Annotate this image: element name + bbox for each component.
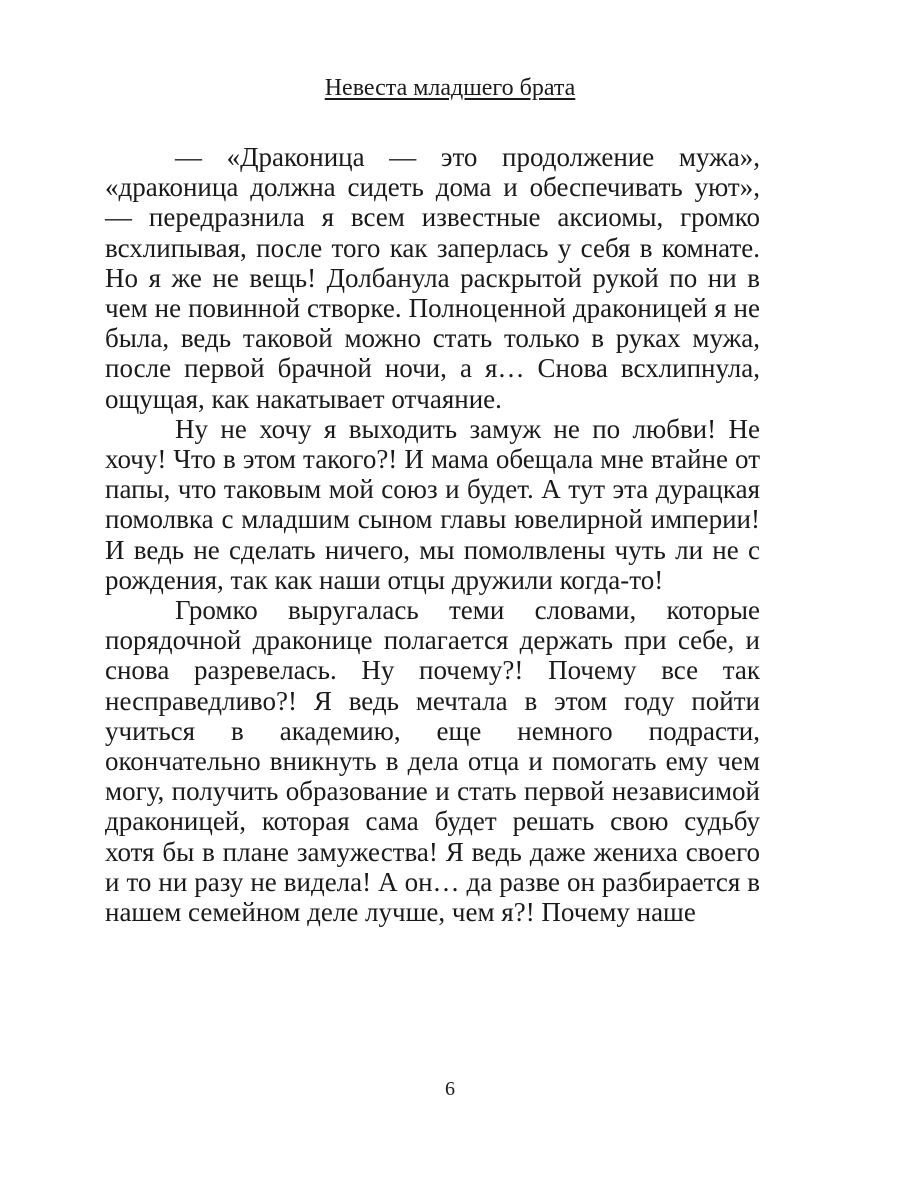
paragraph: Ну не хочу я выходить замуж не по любви! Не хочу! Что в этом такого?! И мама обещала мне втайне от папы, что таковым мой союз и будет. А тут эта дурацкая помолвка с младшим сыном главы ювелирной империи! И ведь не сделать ничего, мы помолвлены чуть ли не с рождения, так как наши отцы дружили когда-то! bbox=[105, 413, 760, 595]
running-title bbox=[0, 70, 900, 106]
paragraph: — «Драконица — это продолжение мужа», «драконица должна сидеть дома и обеспечивать уют», — передразнила я всем известные аксиомы, громко всхлипывая, после того как заперлась у себя в комнате. Но я же не вещь! Долбанула раскрытой рукой по ни в чем не повинной створке. Полноценной драконицей я не была, ведь таковой можно стать только в руках мужа, после первой брачной ночи, а я… Снова всхлипнула, ощущая, как накатывает отчаяние. bbox=[105, 142, 760, 414]
body-text bbox=[105, 142, 760, 927]
paragraph: Громко выругалась теми словами, которые порядочной драконице полагается держать при себе, и снова разревелась. Ну почему?! Почему все так несправедливо?! Я ведь мечтала в этом году пойти учиться в академию, еще немного подрасти, окончательно вникнуть в дела отца и помогать ему чем могу, получить образование и стать первой независимой драконицей, которая сама будет решать свою судьбу хотя бы в плане замужества! Я ведь даже жениха своего и то ни разу не видела! А он… да разве он разбирается в нашем семейном деле лучше, чем я?! Почему наше bbox=[105, 595, 760, 928]
running-title-text: Невеста младшего брата bbox=[324, 75, 576, 101]
page-number: 6 bbox=[445, 1078, 455, 1100]
